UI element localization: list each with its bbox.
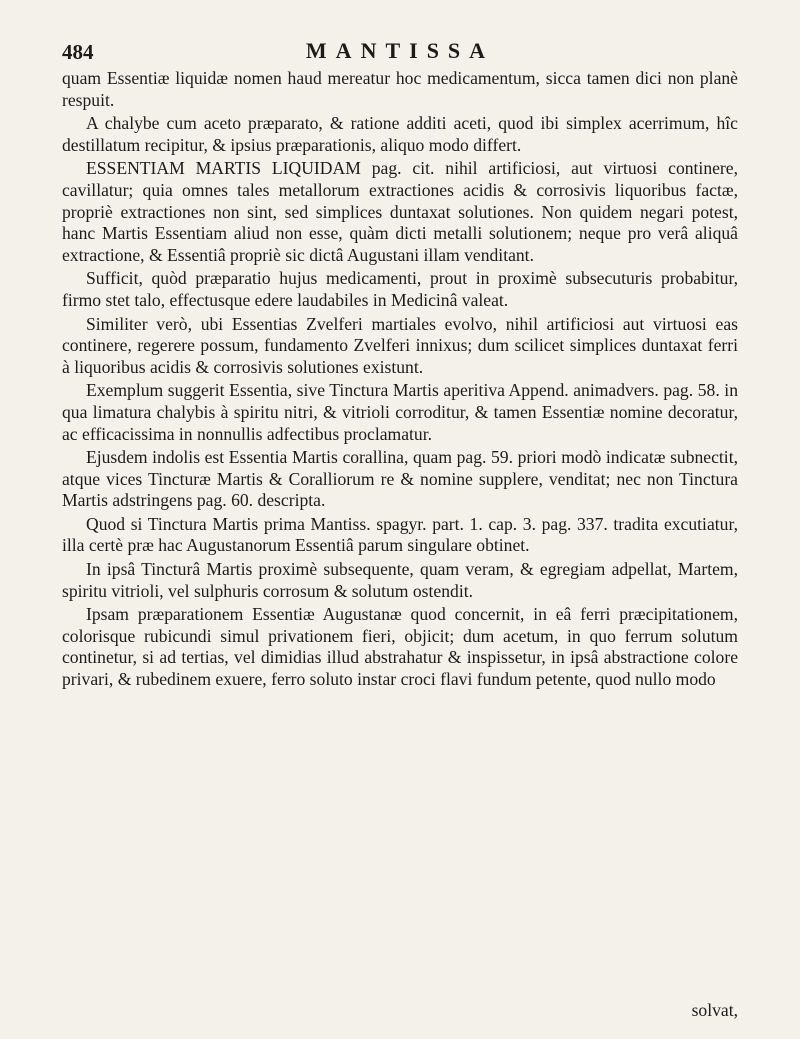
paragraph-9: In ipsâ Tincturâ Martis proximè subsequente, quam veram, & egregiam adpellat, Martem, spiritu vitrioli, vel sulphuris corrosum & solutum ostendit. bbox=[62, 559, 738, 601]
paragraph-7: Ejusdem indolis est Essentia Martis corallina, quam pag. 59. priori modò indicatæ subnectit, atque vices Tincturæ Martis & Coralliorum re & nomine supplere, venditat; nec non Tinctura Martis adstringens pag. 60. descripta. bbox=[62, 447, 738, 511]
page-header bbox=[62, 38, 738, 68]
paragraph-1: quam Essentiæ liquidæ nomen haud mereatur hoc medicamentum, sicca tamen dici non planè respuit. bbox=[62, 68, 738, 110]
running-title: MANTISSA bbox=[305, 38, 495, 63]
page-number: 484 bbox=[62, 40, 94, 64]
catchword: solvat, bbox=[691, 1000, 738, 1020]
paragraph-10: Ipsam præparationem Essentiæ Augustanæ quod concernit, in eâ ferri præcipitationem, colorisque rubicundi simul privationem fieri, objicit; dum acetum, in quo ferrum solutum continetur, si ad tertias, vel dimidias illud abstrahatur & inspissetur, in ipsâ abstractione colore privari, & rubedinem exuere, ferro soluto instar croci flavi fundum petente, quod nullo modo bbox=[62, 604, 738, 690]
paragraph-6: Exemplum suggerit Essentia, sive Tinctura Martis aperitiva Append. animadvers. pag. 58. in qua limatura chalybis à spiritu nitri, & vitrioli corroditur, & tamen Essentiæ nomine decoratur, ac efficacissima in nonnullis adfectibus proclamatur. bbox=[62, 380, 738, 444]
paragraph-8: Quod si Tinctura Martis prima Mantiss. spagyr. part. 1. cap. 3. pag. 337. tradita excutiatur, illa certè præ hac Augustanorum Essentiâ parum singulare obtinet. bbox=[62, 513, 738, 556]
paragraph-2: A chalybe cum aceto præparato, & ratione additi aceti, quod ibi simplex acerrimum, hîc destillatum recipitur, & ipsius præparationis, aliquo modo differt. bbox=[62, 113, 738, 155]
paragraph-3: ESSENTIAM MARTIS LIQUIDAM pag. cit. nihil artificiosi, aut virtuosi continere, cavillatur; quia omnes tales metallorum extractiones acidis & corrosivis liquoribus factæ, propriè extractiones non sint, sed simplices duntaxat solutiones. Non quidem negari potest, hanc Martis Essentiam aliud non esse, quàm dicti metalli solutionem; neque pro verâ aliquâ extractione, & Essentiâ propriè sic dictâ Augustani illam venditant. bbox=[62, 158, 738, 265]
paragraph-5: Similiter verò, ubi Essentias Zvelferi martiales evolvo, nihil artificiosi aut virtuosi eas continere, regerere possum, fundamento Zvelferi innixus; dum scilicet simplices duntaxat ferri à liquoribus acidis & corrosivis solutiones existunt. bbox=[62, 313, 738, 377]
paragraph-4: Sufficit, quòd præparatio hujus medicamenti, prout in proximè subsecuturis probabitur, firmo stet talo, effectusque edere laudabiles in Medicinâ valeat. bbox=[62, 268, 738, 310]
body-text bbox=[62, 68, 738, 693]
